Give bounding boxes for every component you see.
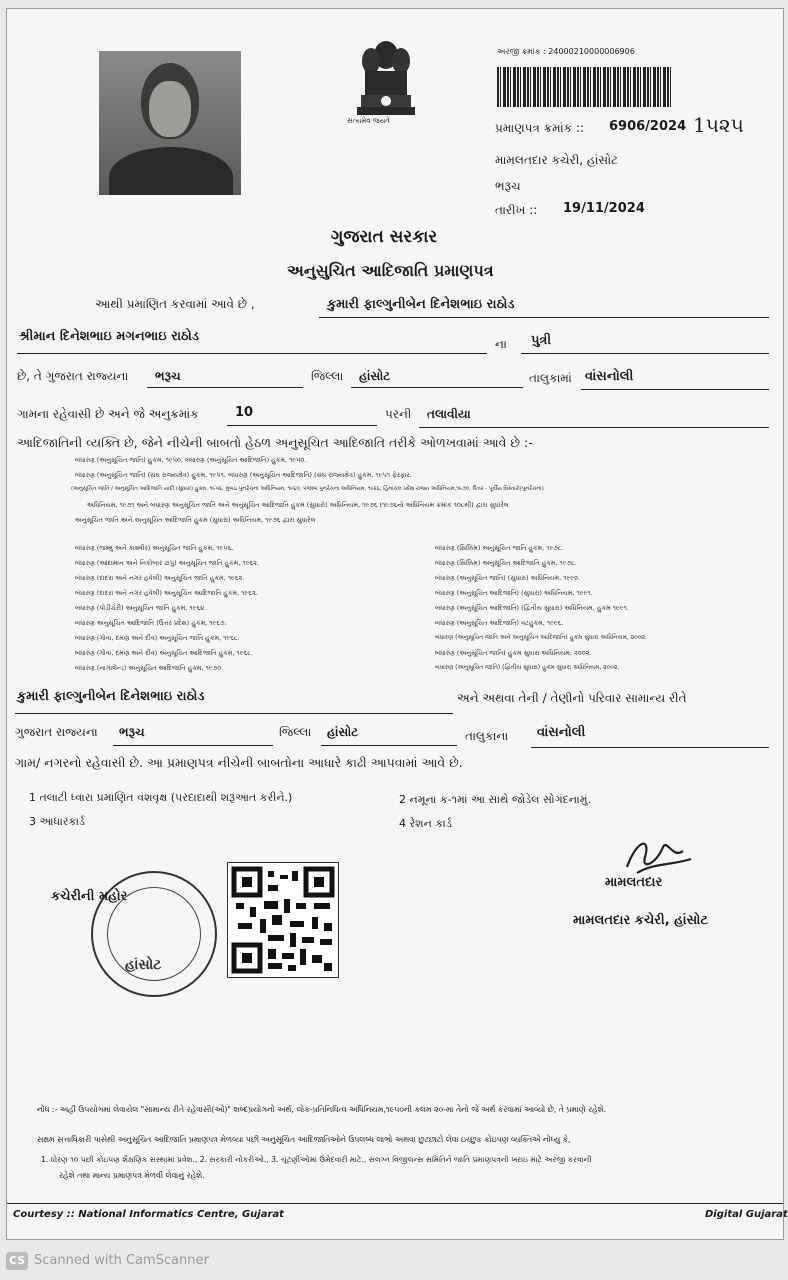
order-right-8: બંધારણ (અનુસૂચિત જાતિ) હુકમ સુધારા અધિનિયમ, ૨૦૦૨. (435, 649, 592, 657)
national-emblem-icon (351, 31, 421, 131)
header-district: ભરૂચ (495, 179, 521, 193)
certificate-number-label: પ્રમાણપત્ર ક્રમાંક :: (495, 121, 584, 135)
order-right-5: બંધારણ (અનુસૂચિત આદિજાતિ) (દ્વિતીય સુધારા) અધિનિયમ, હુકમ ૧૯૯૧. (435, 604, 629, 612)
document-3: 3 આધારકાર્ડ (29, 815, 85, 828)
order-left-3: બંધારણ (દાદરા અને નગર હવેલી) અનુસૂચિત જાતિ હુકમ, ૧૯૬૨. (75, 574, 245, 582)
tribe-declaration: આદિજાતિની વ્યક્તિ છે, જેને નીચેની બાબતો હેઠળ અનુસૂચિત આદિજાતિ તરીકે ઓળખવામાં આવે છે :- (17, 435, 533, 450)
camscanner-logo-icon: CS (6, 1252, 28, 1270)
date-label: તારીખ :: (495, 203, 538, 217)
signatory-title: મામલતદાર (605, 875, 663, 890)
seal-text: હાંસોટ (125, 957, 162, 973)
taluka-label-2: તાલુકાના (465, 729, 509, 743)
person-name-2: કુમારી ફાલ્ગુનીબેન દિનેશભાઇ રાઠોડ (17, 689, 205, 704)
document-4: 4 રેશન કાર્ડ (399, 817, 452, 830)
family-text: અને અથવા તેની / તેણીનો પરિવાર સામાન્ય રીતે (457, 691, 687, 705)
certificate-title: અનુસુચિત આદિજાતિ પ્રમાણપત્ર (287, 261, 494, 280)
district-label: જિલ્લા (311, 369, 344, 383)
father-name: શ્રીમાન દિનેશભાઇ મગનભાઇ રાઠોડ (19, 329, 199, 344)
relation: પુત્રી (531, 333, 552, 348)
order-line-4: અધિનિયમ, ૧૯૭૧ અને બંધારણ અનુસૂચિત જાતિ અને અનુસૂચિત આદિજાતિ હુકમ (સુધારો) અધિનિયમ, ૧૯૭૬ (૧૯૭૬નો અધિનિયમ ક્રમાંક ૧૦૮થી) દ્વારા સુધારેલ (87, 501, 509, 509)
header-office: મામલતદાર કચેરી, હાંસોટ (495, 153, 619, 167)
order-left-2: બંધારણ (આંદામાન અને નિકોબાર ટાપુ) અનુસૂચિત જાતિ હુકમ, ૧૯૬૨. (75, 559, 260, 567)
government-title: ગુજરાત સરકાર (331, 227, 438, 247)
district-value-2: ભરૂચ (119, 725, 145, 739)
order-left-6: બંધારણ અનુસૂચિત આદિજાતિ (ઉત્તર પ્રદેશ) હુકમ, ૧૯૬૭. (75, 619, 227, 627)
village-value: વાંસનોલી (585, 369, 634, 384)
footer-note-2: સક્ષમ સત્તાધિકારી પાસેથી અનુસૂચિત આદિજાતિ પ્રમાણપત્ર મેળવ્યા પછી અનુસૂચિત આદિજાતિઓને ઉપલબ્ધ લાભો અથવા છુટછાટો લેવા ઇચ્છુક કોઇપણ વ્યક્તિએ નોંધ્યુ કે, (37, 1135, 571, 1144)
courtesy-text: Courtesy :: National Informatics Centre, Gujarat (13, 1209, 284, 1220)
order-right-2: બંધારણ (સિક્કિમ) અનુસૂચિત આદિજાતિ હુકમ, ૧૯૭૮. (435, 559, 577, 567)
serial-number: 10 (235, 405, 254, 420)
village-value-2: વાંસનોલી (537, 725, 586, 740)
certificate-page (6, 8, 788, 1240)
signatory-office: મામલતદાર કચેરી, હાંસોટ (573, 913, 708, 928)
order-right-7: બંધારણ (અનુસૂચિત જાતિ અને અનુસૂચિત આદિજાતિ) હુકમ સુધારા અધિનિયમ, ૨૦૦૨. (435, 634, 647, 641)
order-left-8: બંધારણ (ગોવા, દમણ અને દીવ) અનુસૂચિત આદિજાતિ હુકમ, ૧૯૬૮. (75, 649, 253, 657)
basis-text: ગામ/ નગરનો રહેવાસી છે. આ પ્રમાણપત્ર નીચેની બાબતોના આધારે કાઢી આપવામાં આવે છે. (15, 755, 463, 770)
barcode (497, 67, 673, 107)
order-line-2: બંધારણ (અનુસૂચિત જાતિ) (સંઘ રાજ્યક્ષેત્ર) હુકમ, ૧૯૫૧, બંધારણ (અનુસૂચિત આદિજાતિ) (સંઘ રાજ્યક્ષેત્ર) હુકમ, ૧૯૫૧ ફેરફાર. (75, 471, 412, 479)
qr-code (227, 862, 339, 978)
order-right-3: બંધારણ (અનુસૂચિત જાતિ) (સુધારા) અધિનિયમ, ૧૯૯૦. (435, 574, 581, 582)
applicant-photo (99, 51, 241, 195)
state-text: છે, તે ગુજરાત રાજ્યના (17, 369, 129, 383)
order-left-5: બંધારણ (પોંડીચેરી) અનુસૂચિત જાતિ હુકમ, ૧૯૬૪. (75, 604, 207, 612)
document-2: 2 નમૂના ક-૧માં આ સાથે જોડેલ સોગંદનામું. (399, 793, 591, 806)
order-line-3: (અનુસૂચિત જાતિ / અનુસૂચિત આદિજાતિ યાદી (સુધારા) હુકમ, ૧૯૫૬, મુંબઇ પુનર્રચના અધિનિયમ, ૧૯૬૦, પંજાબ પુનર્રચના અધિનિયમ, ૧૯૬૬, હિમાચલ પ્રદેશ રાજ્ય અધિનિયમ,૧૯૭૦, ઉત્તર - પૂર્વીય વિસ્તારો(પુનર્રચના) (71, 486, 544, 492)
order-left-7: બંધારણ (ગોવા, દમણ અને દીવ) અનુસૂચિત જાતિ હુકમ, ૧૯૬૮. (75, 634, 240, 642)
district-value: ભરૂચ (155, 369, 181, 383)
order-line-1: બંધારણ (અનુસૂચિત જાતિ) હુકમ, ૧૯૫૦, બંધારણ (અનુસૂચિત આદિજાતિ) હુકમ, ૧૯૫૦. (75, 456, 307, 464)
footer-note-1: નોંધ :- અહીં ઉપયોગમાં લેવાયેલ "સામાન્ય રીતે રહેવાસી(ઓ)" શબ્દપ્રયોગનો અર્થ, લોક-પ્રતિનિધિત્વ અધિનિયમ,૧૯૫૦ની કલમ ૨૦-માં તેનો જે અર્થ કરવામાં આવ્યો છે, તે પ્રમાણે રહેશે. (37, 1105, 607, 1114)
seal-label: કચેરીની મહોર (51, 889, 128, 904)
taluka-value: હાંસોટ (359, 369, 391, 383)
order-right-9: બંધારણ (અનુસૂચિત જાતિ) (દ્વિતીય સુધારા) હુકમ સુધારા અધિનિયમ, ૨૦૦૨. (435, 664, 620, 671)
order-left-1: બંધારણ (જમ્મુ અને કાશ્મીર) અનુસૂચિત જાતિ હુકમ, ૧૯૫૬. (75, 544, 234, 552)
resident-text: ગામના રહેવાસી છે અને જે અનુક્રમાંક (17, 407, 199, 421)
order-left-4: બંધારણ (દાદરા અને નગર હવેલી) અનુસૂચિત આદિજાતિ હુકમ, ૧૯૬૨. (75, 589, 258, 597)
tribe-name: તલાવીયા (427, 407, 471, 421)
footer-note-3: 1. ધોરણ ૧૦ પછી કોઇપણ શૈક્ષણિક સંસ્થામાં પ્રવેશ., 2. સરકારી નોકરીઓ., 3. ચૂંટણીઓમાં ઉમેદવારી માટે., સંલગ્ન વિજીલન્સ સમિતિને જાતિ પ્રમાણપત્રની ખરાઇ માટે અરજી કરવાની (41, 1155, 592, 1164)
emblem-motto: સત્યમેવ જયતે (347, 117, 390, 125)
district-label-2: જિલ્લા (279, 725, 312, 739)
certificate-number: 6906/2024 (609, 119, 687, 134)
state-text-2: ગુજરાત રાજ્યના (15, 725, 98, 739)
parni-text: પરની (385, 407, 412, 421)
order-right-4: બંધારણ (અનુસૂચિત આદિજાતિ) (સુધારા) અધિનિયમ, ૧૯૯૧. (435, 589, 593, 597)
order-right-6: બંધારણ (અનુસૂચિત આદિજાતિ) વટહુકમ, ૧૯૯૬. (435, 619, 564, 627)
certify-text: આથી પ્રમાણિત કરવામાં આવે છે , (95, 297, 255, 311)
scanner-watermark: Scanned with CamScanner (34, 1253, 209, 1268)
application-number: અરજી ક્રમાંક : 24000210000006906 (497, 47, 635, 56)
order-right-1: બંધારણ (સિક્કિમ) અનુસૂચિત જાતિ હુકમ, ૧૯૭૮. (435, 544, 564, 552)
taluka-label: તાલુકામાં (529, 371, 572, 385)
order-left-9: બંધારણ (નાગાલેન્ડ) અનુસૂચિત આદિજાતિ હુકમ, ૧૯૭૦. (75, 664, 224, 672)
na-text: ના (495, 337, 507, 351)
order-line-5: અનુસૂચિત જાતિ અને અનુસૂચિત આદિજાતિ હુકમ (સુધારા) અધિનિયમ, ૧૯૭૬ દ્વારા સુધારેલ (75, 516, 316, 524)
digital-gujarat-text: Digital Gujarat (705, 1209, 788, 1220)
issue-date: 19/11/2024 (563, 201, 645, 216)
handwritten-number: 1૫૨૫ (693, 113, 744, 137)
footer-note-4: રહેશે તથા માન્ય પ્રમાણપત્ર મેળવી લેવાનું રહેશે. (59, 1171, 205, 1180)
person-name: કુમારી ફાલ્ગુનીબેન દિનેશભાઇ રાઠોડ (327, 297, 515, 312)
taluka-value-2: હાંસોટ (327, 725, 359, 739)
document-1: 1 તલાટી ધ્વારા પ્રમાણિત વંશવૃક્ષ (પરદાદાથી શરૂઆત કરીને.) (29, 791, 293, 804)
